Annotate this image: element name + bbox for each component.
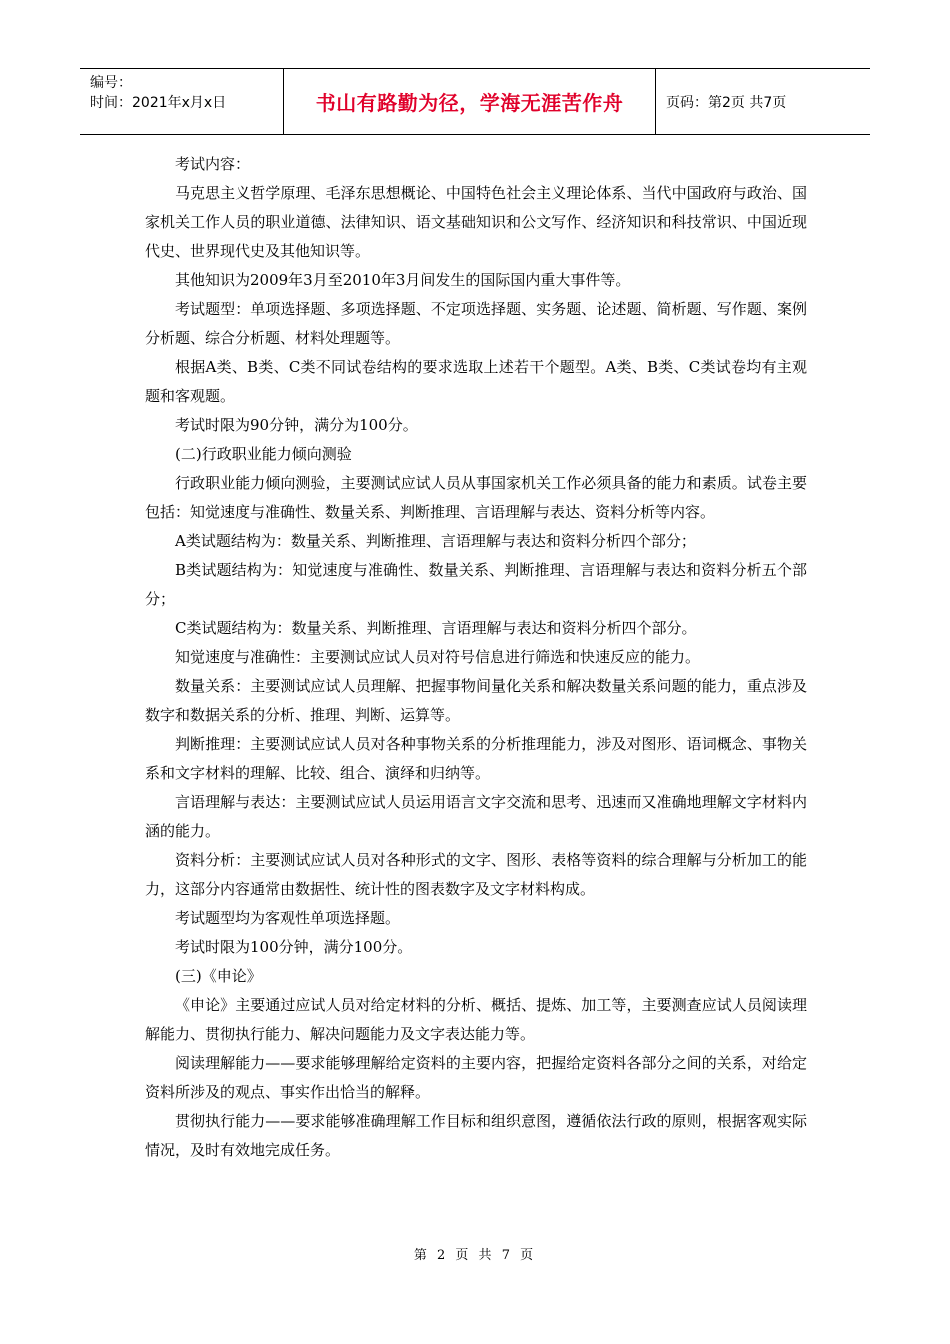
paragraph: 考试题型均为客观性单项选择题。 [175, 909, 401, 927]
paragraph: C类试题结构为：数量关系、判断推理、言语理解与表达和资料分析四个部分。 [175, 619, 697, 637]
paragraph: 根据A类、B类、C类不同试卷结构的要求选取上述若干个题型。A类、B类、C类试卷均有主观题和客观题。 [145, 358, 807, 405]
document-date: 时间：2021年x月x日 [90, 95, 227, 111]
paragraph: B类试题结构为：知觉速度与准确性、数量关系、判断推理、言语理解与表达和资料分析五个部分； [145, 561, 807, 608]
page-footer-number: 第 2 页 共 7 页 [413, 1248, 537, 1263]
header-page-info: 页码：第2页 共7页 [666, 94, 787, 111]
paragraph: 阅读理解能力——要求能够理解给定资料的主要内容，把握给定资料各部分之间的关系，对给定资料所涉及的观点、事实作出恰当的解释。 [145, 1054, 807, 1101]
paragraph: 考试时限为90分钟，满分为100分。 [175, 416, 418, 434]
paragraph: 《申论》主要通过应试人员对给定材料的分析、概括、提炼、加工等，主要测查应试人员阅读理解能力、贯彻执行能力、解决问题能力及文字表达能力等。 [145, 996, 807, 1043]
paragraph: 言语理解与表达：主要测试应试人员运用语言文字交流和思考、迅速而又准确地理解文字材料内涵的能力。 [145, 793, 807, 840]
paragraph: 马克思主义哲学原理、毛泽东思想概论、中国特色社会主义理论体系、当代中国政府与政治、国家机关工作人员的职业道德、法律知识、语文基础知识和公文写作、经济知识和科技常识、中国近现代史、世界现代史及其他知识等。 [145, 184, 807, 260]
paragraph: 判断推理：主要测试应试人员对各种事物关系的分析推理能力，涉及对图形、语词概念、事物关系和文字材料的理解、比较、组合、演绎和归纳等。 [145, 735, 807, 782]
paragraph: 知觉速度与准确性：主要测试应试人员对符号信息进行筛选和快速反应的能力。 [175, 648, 701, 666]
paragraph: 数量关系：主要测试应试人员理解、把握事物间量化关系和解决数量关系问题的能力，重点涉及数字和数据关系的分析、推理、判断、运算等。 [145, 677, 807, 724]
paragraph: 考试题型：单项选择题、多项选择题、不定项选择题、实务题、论述题、简析题、写作题、案例分析题、综合分析题、材料处理题等。 [145, 300, 807, 347]
paragraph: 其他知识为2009年3月至2010年3月间发生的国际国内重大事件等。 [175, 271, 631, 289]
document-body [145, 150, 807, 1165]
paragraph: 资料分析：主要测试应试人员对各种形式的文字、图形、表格等资料的综合理解与分析加工的能力，这部分内容通常由数据性、统计性的图表数字及文字材料构成。 [145, 851, 807, 898]
header-motto: 书山有路勤为径，学海无涯苦作舟 [283, 69, 656, 134]
paragraph: 考试内容： [175, 155, 251, 173]
paragraph: A类试题结构为：数量关系、判断推理、言语理解与表达和资料分析四个部分； [175, 532, 696, 550]
page-header [80, 68, 870, 135]
section-heading: (二)行政职业能力倾向测验 [175, 445, 352, 463]
document-number-label: 编号： [90, 75, 132, 91]
section-heading: (三)《申论》 [175, 967, 262, 985]
paragraph: 贯彻执行能力——要求能够准确理解工作目标和组织意图，遵循依法行政的原则，根据客观实际情况，及时有效地完成任务。 [145, 1112, 807, 1159]
header-meta [80, 69, 283, 134]
paragraph: 行政职业能力倾向测验，主要测试应试人员从事国家机关工作必须具备的能力和素质。试卷主要包括：知觉速度与准确性、数量关系、判断推理、言语理解与表达、资料分析等内容。 [145, 474, 807, 521]
paragraph: 考试时限为100分钟，满分100分。 [175, 938, 413, 956]
